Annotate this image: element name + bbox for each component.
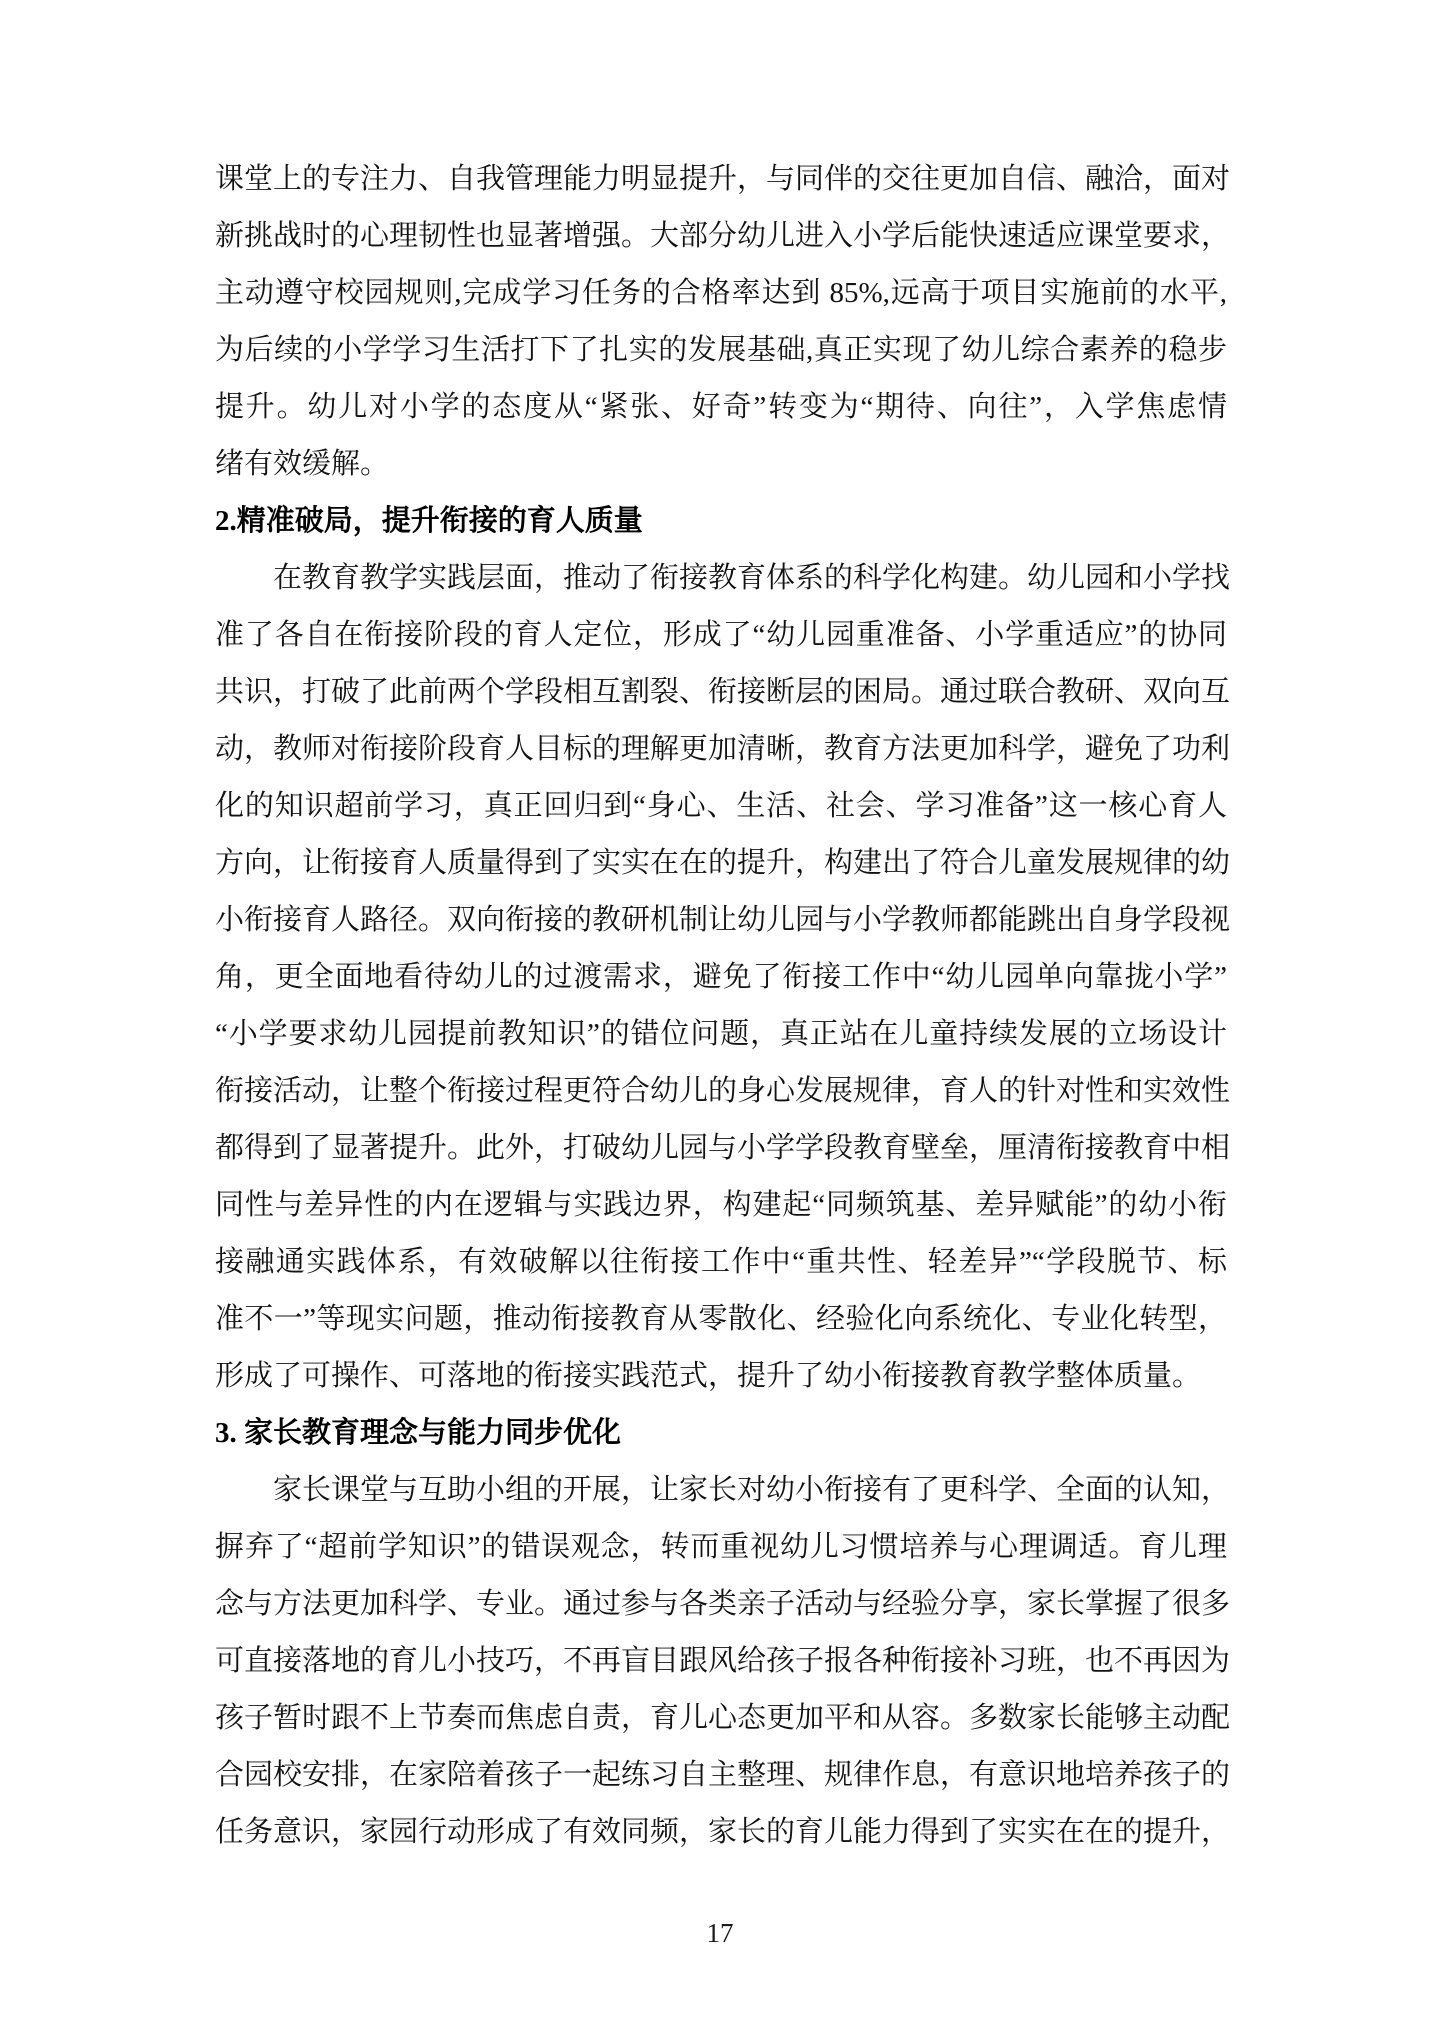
text-line: 角，更全面地看待幼儿的过渡需求，避免了衔接工作中“幼儿园单向靠拢小学”	[215, 961, 1227, 993]
text-line: 同性与差异性的内在逻辑与实践边界，构建起“同频筑基、差异赋能”的幼小衔	[215, 1189, 1227, 1221]
text-line: 准了各自在衔接阶段的育人定位，形成了“幼儿园重准备、小学重适应”的协同	[215, 619, 1227, 651]
text-line: 孩子暂时跟不上节奏而焦虑自责，育儿心态更加平和从容。多数家长能够主动配	[215, 1702, 1231, 1734]
text-line: 合园校安排，在家陪着孩子一起练习自主整理、规律作息，有意识地培养孩子的	[215, 1759, 1231, 1791]
page-number: 17	[706, 1918, 734, 1948]
text-line: 提升。幼儿对小学的态度从“紧张、好奇”转变为“期待、向往”，入学焦虑情	[215, 391, 1227, 423]
text-line: 可直接落地的育儿小技巧，不再盲目跟风给孩子报各种衔接补习班，也不再因为	[215, 1645, 1231, 1677]
document-body	[215, 151, 1231, 1861]
text-line: 绪有效缓解。	[215, 448, 390, 480]
text-line: 形成了可操作、可落地的衔接实践范式，提升了幼小衔接教育教学整体质量。	[215, 1360, 1202, 1392]
text-line: 摒弃了“超前学知识”的错误观念，转而重视幼儿习惯培养与心理调适。育儿理	[215, 1531, 1227, 1563]
text-line: 为后续的小学学习生活打下了扎实的发展基础,真正实现了幼儿综合素养的稳步	[215, 334, 1227, 366]
text-line: 任务意识，家园行动形成了有效同频，家长的育儿能力得到了实实在在的提升，	[215, 1816, 1231, 1848]
text-line: 动，教师对衔接阶段育人目标的理解更加清晰，教育方法更加科学，避免了功利	[215, 733, 1231, 765]
text-line: 共识，打破了此前两个学段相互割裂、衔接断层的困局。通过联合教研、双向互	[215, 676, 1231, 708]
section-heading: 3. 家长教育理念与能力同步优化	[215, 1417, 622, 1449]
text-line: 方向，让衔接育人质量得到了实实在在的提升，构建出了符合儿童发展规律的幼	[215, 847, 1231, 879]
text-line: 新挑战时的心理韧性也显著增强。大部分幼儿进入小学后能快速适应课堂要求，	[215, 220, 1231, 252]
text-line: 接融通实践体系，有效破解以往衔接工作中“重共性、轻差异”“学段脱节、标	[215, 1246, 1227, 1278]
text-line: 准不一”等现实问题，推动衔接教育从零散化、经验化向系统化、专业化转型，	[215, 1303, 1227, 1335]
text-line: 主动遵守校园规则,完成学习任务的合格率达到 85%,远高于项目实施前的水平,	[215, 277, 1227, 309]
text-line: “小学要求幼儿园提前教知识”的错位问题，真正站在儿童持续发展的立场设计	[215, 1018, 1227, 1050]
text-line: 在教育教学实践层面，推动了衔接教育体系的科学化构建。幼儿园和小学找	[273, 562, 1231, 594]
text-line: 都得到了显著提升。此外，打破幼儿园与小学学段教育壁垒，厘清衔接教育中相	[215, 1132, 1231, 1164]
text-line: 念与方法更加科学、专业。通过参与各类亲子活动与经验分享，家长掌握了很多	[215, 1588, 1231, 1620]
text-line: 化的知识超前学习，真正回归到“身心、生活、社会、学习准备”这一核心育人	[215, 790, 1227, 822]
text-line: 家长课堂与互助小组的开展，让家长对幼小衔接有了更科学、全面的认知，	[273, 1474, 1231, 1506]
text-line: 课堂上的专注力、自我管理能力明显提升，与同伴的交往更加自信、融洽，面对	[215, 163, 1231, 195]
section-heading: 2.精准破局，提升衔接的育人质量	[215, 505, 643, 537]
text-line: 小衔接育人路径。双向衔接的教研机制让幼儿园与小学教师都能跳出自身学段视	[215, 904, 1231, 936]
text-line: 衔接活动，让整个衔接过程更符合幼儿的身心发展规律，育人的针对性和实效性	[215, 1075, 1231, 1107]
